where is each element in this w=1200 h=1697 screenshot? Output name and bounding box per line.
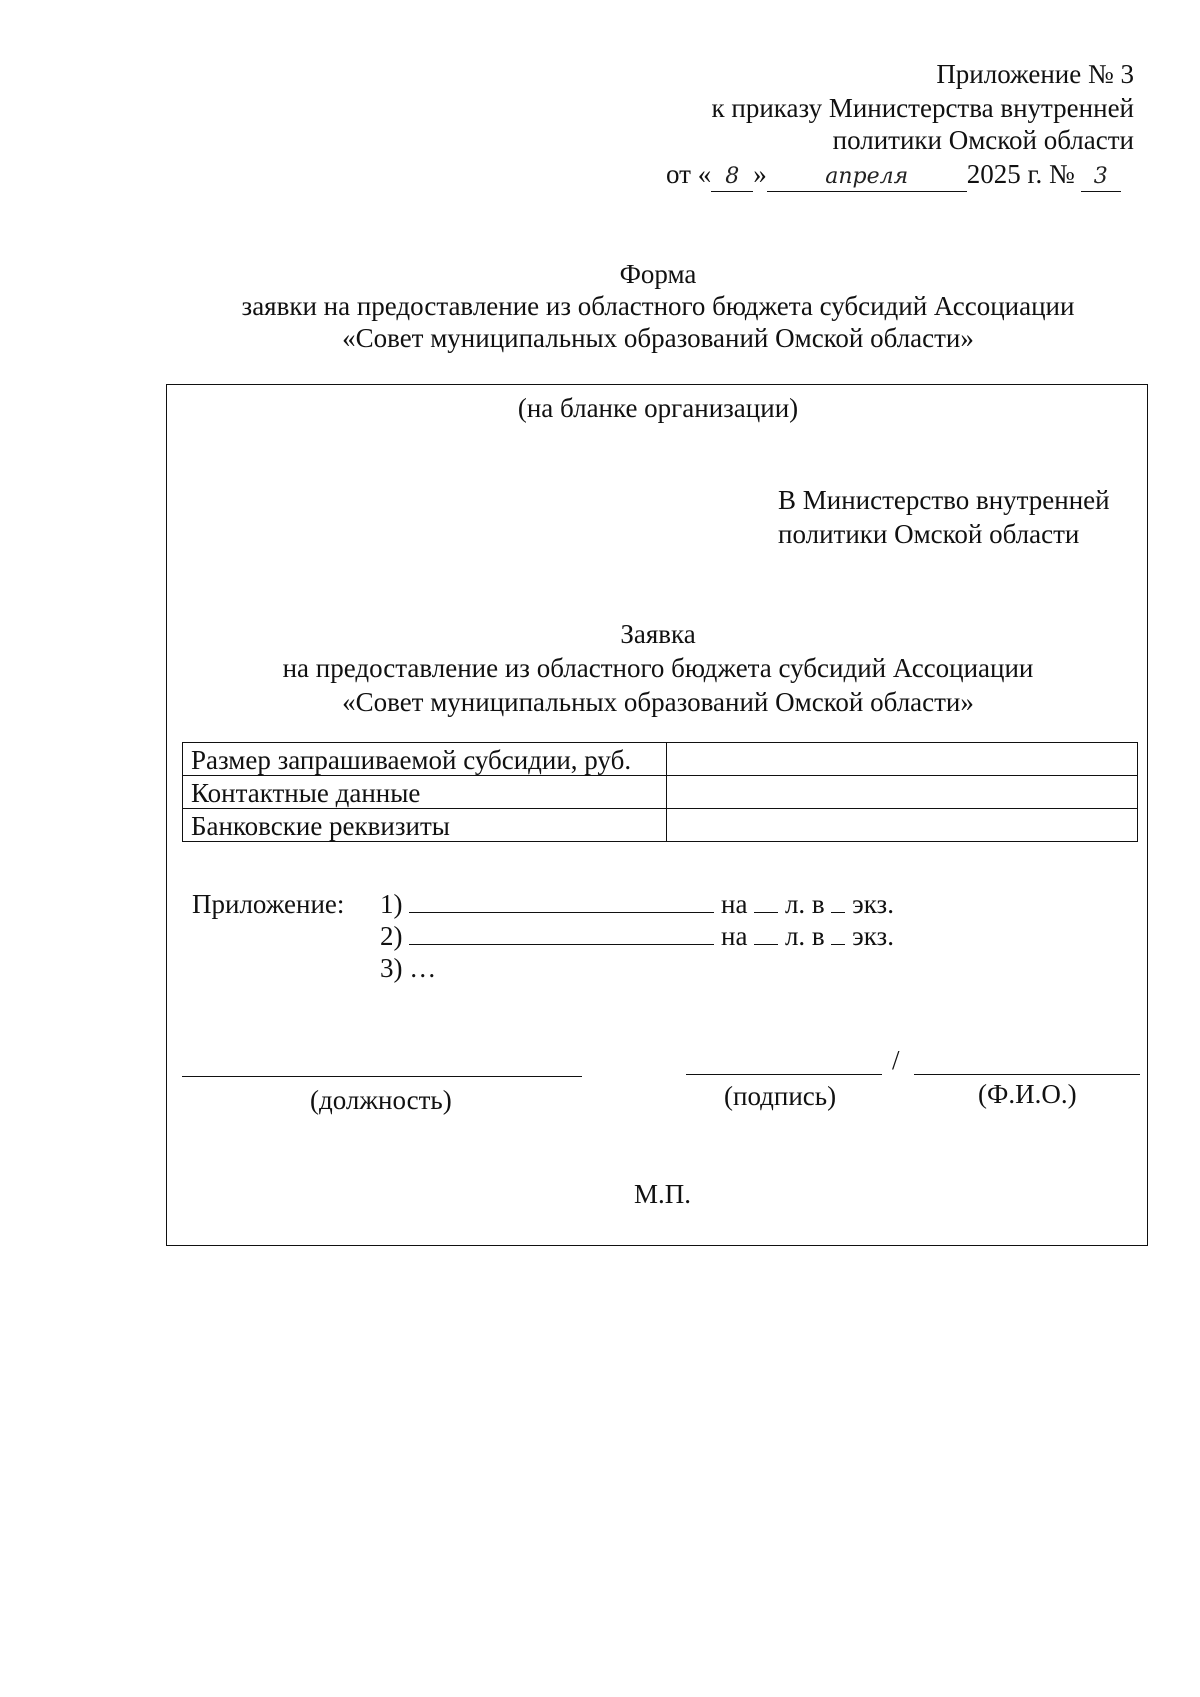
date-month-handwritten: апреля bbox=[767, 163, 967, 192]
attachment-sheets-label: л. в bbox=[784, 921, 825, 951]
stamp-place: М.П. bbox=[634, 1179, 692, 1209]
order-date-line bbox=[666, 158, 1121, 192]
attachment-copies-field[interactable] bbox=[831, 888, 845, 913]
date-year: 2025 г. № bbox=[966, 159, 1075, 189]
addressee-line1: В Министерство внутренней bbox=[778, 485, 1110, 515]
field-value-bank-details[interactable] bbox=[667, 809, 1138, 842]
addressee-line2: политики Омской области bbox=[778, 519, 1080, 549]
name-caption: (Ф.И.О.) bbox=[978, 1079, 1077, 1109]
attachment-number: 1) bbox=[380, 889, 403, 919]
ministry-name: политики Омской области bbox=[832, 125, 1134, 155]
attachment-name-field[interactable] bbox=[409, 888, 714, 913]
attachment-copies-field[interactable] bbox=[831, 920, 845, 945]
application-fields-table bbox=[182, 742, 1138, 842]
attachment-item-3: 3) … bbox=[380, 953, 437, 983]
application-title: Заявка bbox=[620, 619, 696, 649]
attachment-item-2 bbox=[380, 920, 894, 952]
attachment-sheets-field[interactable] bbox=[754, 920, 778, 945]
attachment-copies-label: экз. bbox=[852, 921, 894, 951]
date-mid: » bbox=[753, 159, 767, 189]
table-row bbox=[183, 743, 1138, 776]
field-label-bank-details: Банковские реквизиты bbox=[183, 809, 667, 842]
name-line[interactable] bbox=[914, 1074, 1140, 1075]
table-row bbox=[183, 776, 1138, 809]
table-row bbox=[183, 809, 1138, 842]
order-number-handwritten: 3 bbox=[1081, 163, 1121, 192]
attachment-sheets-field[interactable] bbox=[754, 888, 778, 913]
form-title-line3: «Совет муниципальных образований Омской области» bbox=[342, 323, 974, 353]
attachments-label: Приложение: bbox=[192, 889, 345, 919]
position-caption: (должность) bbox=[310, 1085, 452, 1115]
attachment-sheets-label: л. в bbox=[784, 889, 825, 919]
order-reference: к приказу Министерства внутренней bbox=[711, 93, 1134, 123]
attachment-na: на bbox=[721, 889, 748, 919]
field-label-subsidy-amount: Размер запрашиваемой субсидии, руб. bbox=[183, 743, 667, 776]
date-prefix: от « bbox=[666, 159, 712, 189]
application-title-line3: «Совет муниципальных образований Омской области» bbox=[342, 687, 974, 717]
signature-line[interactable] bbox=[686, 1074, 882, 1075]
blank-note: (на бланке организации) bbox=[517, 393, 799, 423]
field-label-contacts: Контактные данные bbox=[183, 776, 667, 809]
field-value-contacts[interactable] bbox=[667, 776, 1138, 809]
form-title-line2: заявки на предоставление из областного бюджета субсидий Ассоциации bbox=[241, 291, 1075, 321]
appendix-number: Приложение № 3 bbox=[936, 59, 1134, 89]
date-day-handwritten: 8 bbox=[711, 163, 753, 192]
attachment-number: 2) bbox=[380, 921, 403, 951]
position-line[interactable] bbox=[182, 1076, 582, 1077]
attachment-copies-label: экз. bbox=[852, 889, 894, 919]
attachment-name-field[interactable] bbox=[409, 920, 714, 945]
field-value-subsidy-amount[interactable] bbox=[667, 743, 1138, 776]
attachment-na: на bbox=[721, 921, 748, 951]
signature-caption: (подпись) bbox=[724, 1081, 837, 1111]
attachment-item-1 bbox=[380, 888, 894, 920]
form-title: Форма bbox=[619, 259, 697, 289]
signature-separator: / bbox=[892, 1045, 900, 1075]
application-title-line2: на предоставление из областного бюджета субсидий Ассоциации bbox=[282, 653, 1034, 683]
